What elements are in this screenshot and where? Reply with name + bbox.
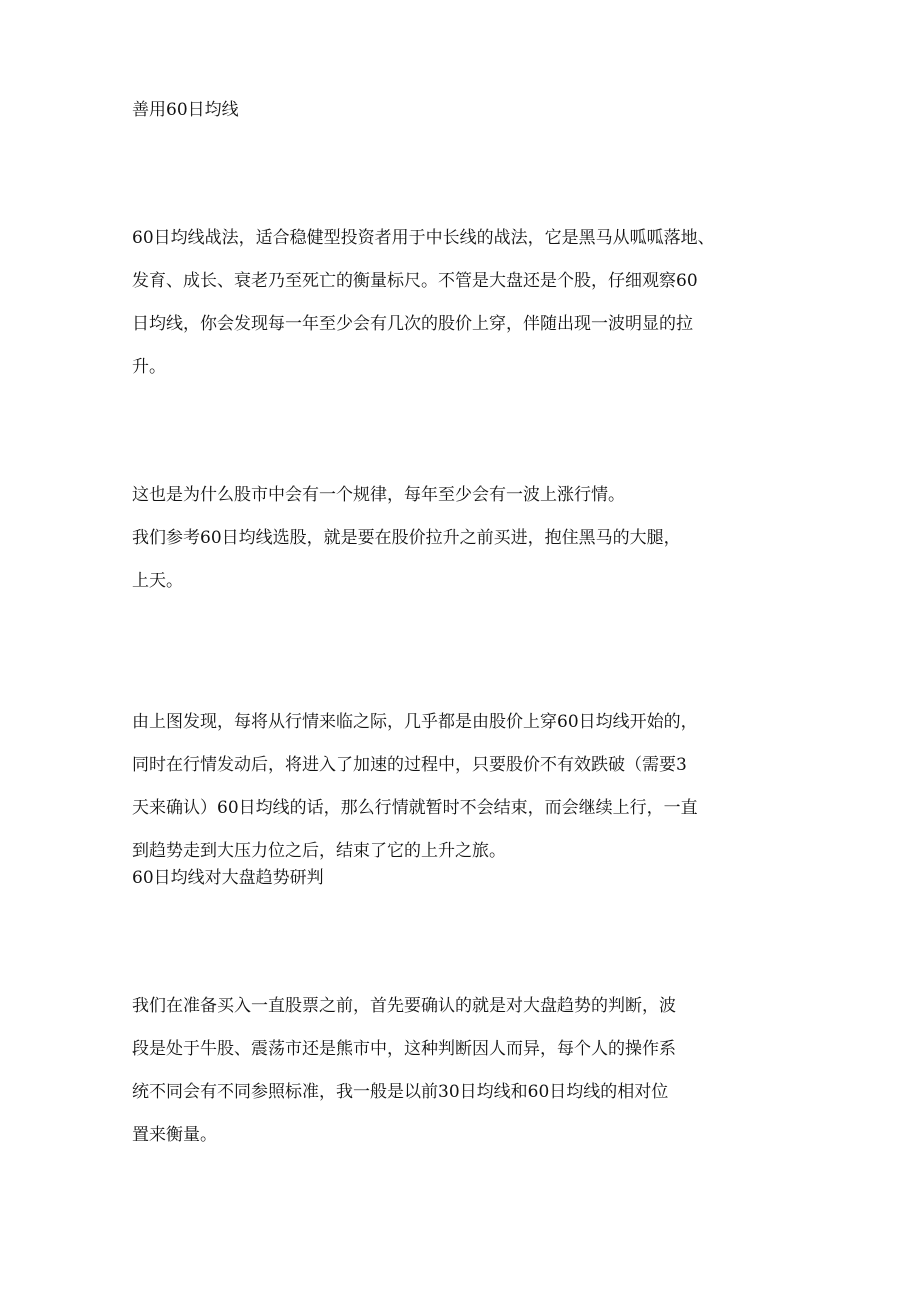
paragraph-line: 上天。 [132, 571, 183, 591]
paragraph-line: 置来衡量。 [132, 1125, 217, 1145]
paragraph-line: 这也是为什么股市中会有一个规律，每年至少会有一波上涨行情。 [132, 485, 625, 505]
paragraph-line: 由上图发现，每将从行情来临之际，几乎都是由股价上穿60日均线开始的， [132, 712, 698, 732]
paragraph-line: 日均线，你会发现每一年至少会有几次的股价上穿，伴随出现一波明显的拉 [132, 314, 693, 334]
paragraph-line: 60日均线战法，适合稳健型投资者用于中长线的战法，它是黑马从呱呱落地、 [132, 228, 715, 248]
section-title-trend: 60日均线对大盘趋势研判 [132, 868, 324, 888]
paragraph-line: 段是处于牛股、震荡市还是熊市中，这种判断因人而异，每个人的操作系 [132, 1039, 676, 1059]
paragraph-line: 天来确认）60日均线的话，那么行情就暂时不会结束，而会继续上行，一直 [132, 798, 698, 818]
paragraph-line: 我们在准备买入一直股票之前，首先要确认的就是对大盘趋势的判断，波 [132, 996, 676, 1016]
paragraph-line: 到趋势走到大压力位之后，结束了它的上升之旅。 [132, 841, 506, 861]
paragraph-line: 我们参考60日均线选股，就是要在股价拉升之前买进，抱住黑马的大腿， [132, 528, 681, 548]
paragraph-line: 发育、成长、衰老乃至死亡的衡量标尺。不管是大盘还是个股，仔细观察60 [132, 271, 698, 291]
paragraph-line: 统不同会有不同参照标准，我一般是以前30日均线和60日均线的相对位 [132, 1082, 669, 1102]
paragraph-line: 升。 [132, 357, 166, 377]
section-title-shanyong: 善用60日均线 [132, 100, 239, 120]
paragraph-line: 同时在行情发动后，将进入了加速的过程中，只要股价不有效跌破（需要3 [132, 755, 687, 775]
